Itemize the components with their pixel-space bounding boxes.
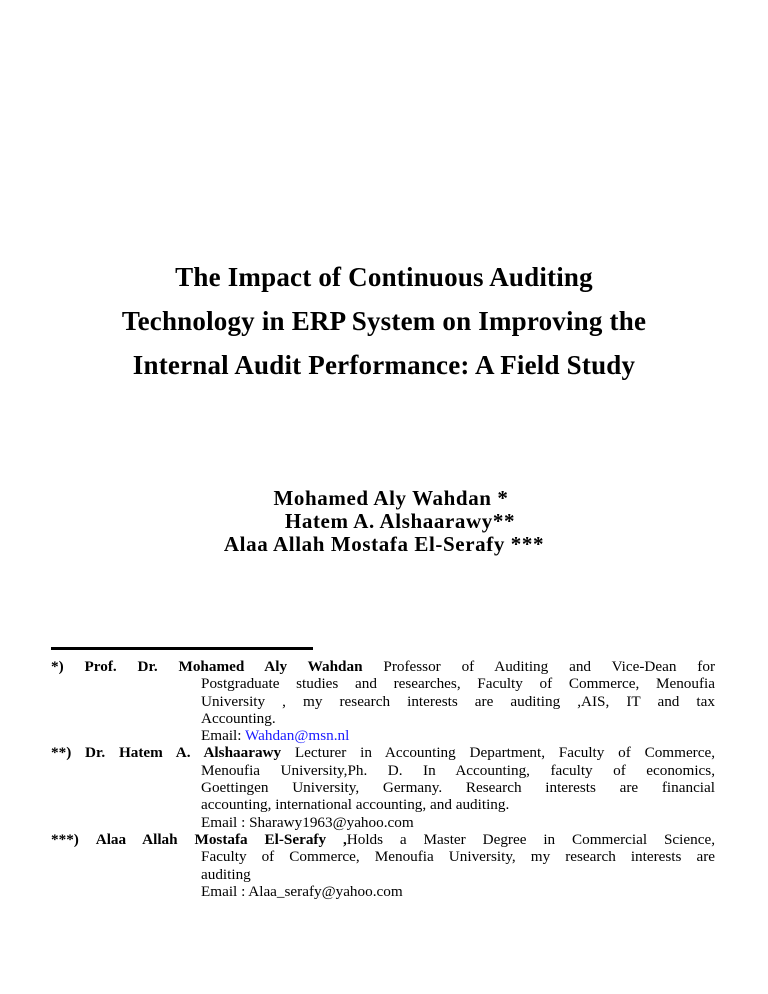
footnote-body	[51, 848, 715, 900]
author-list	[0, 487, 768, 556]
footnote-line: accounting, international accounting, and auditing.	[201, 796, 510, 814]
footnote-separator	[51, 647, 313, 650]
email-label: Email :	[201, 882, 249, 900]
footnote-marker: *)	[51, 658, 64, 675]
footnote-author-2	[51, 744, 715, 830]
author-2: Hatem A. Alshaarawy**	[284, 509, 516, 533]
footnote-line: Goettingen University, Germany. Research interests are financial	[201, 779, 715, 797]
email-label: Email:	[201, 727, 246, 745]
footnotes	[51, 658, 715, 900]
author-3: Alaa Allah Mostafa El-Serafy ***	[223, 532, 545, 556]
footnote-line: Postgraduate studies and researches, Faculty of Commerce, Menoufia	[201, 675, 715, 693]
email-label: Email :	[201, 813, 250, 831]
footnote-body	[51, 675, 715, 744]
footnote-author-name: Alaa Allah Mostafa El-Serafy ,	[95, 830, 347, 848]
footnote-email-line	[201, 814, 715, 831]
footnote-marker: **)	[51, 744, 72, 762]
title-line-1: The Impact of Continuous Auditing	[175, 262, 593, 292]
footnote-email-line	[201, 883, 715, 900]
footnote-line: Accounting.	[201, 709, 276, 727]
footnote-first-line	[51, 744, 715, 761]
footnote-line: Faculty of Commerce, Menoufia University, my research interests are	[201, 848, 715, 866]
footnote-text: Holds a Master Degree in Commercial Science,	[346, 830, 715, 848]
footnote-line: auditing	[201, 865, 251, 883]
author-1: Mohamed Aly Wahdan *	[273, 486, 509, 510]
footnote-first-line	[51, 831, 715, 848]
footnote-text: Professor of Auditing and Vice-Dean for	[383, 658, 715, 675]
email-link[interactable]: Wahdan@msn.nl	[245, 727, 350, 745]
footnote-body	[51, 762, 715, 831]
footnote-marker: ***)	[51, 830, 79, 848]
footnote-line: University , my research interests are auditing ,AIS, IT and tax	[201, 692, 715, 710]
footnote-author-name: Dr. Hatem A. Alshaarawy	[85, 744, 282, 762]
footnote-author-1	[51, 658, 715, 744]
email-address: Alaa_serafy@yahoo.com	[248, 882, 403, 900]
footnote-line: Menoufia University,Ph. D. In Accounting, faculty of economics,	[201, 761, 715, 779]
footnote-first-line	[51, 658, 715, 675]
email-address: Sharawy1963@yahoo.com	[249, 813, 414, 831]
title-line-2: Technology in ERP System on Improving the	[121, 306, 647, 336]
paper-title	[0, 255, 768, 387]
footnote-author-3	[51, 831, 715, 900]
footnote-text: Lecturer in Accounting Department, Faculty of Commerce,	[294, 744, 716, 762]
footnote-author-name: Prof. Dr. Mohamed Aly Wahdan	[84, 658, 363, 675]
title-line-3: Internal Audit Performance: A Field Study	[132, 350, 636, 380]
footnote-email-line	[201, 727, 715, 744]
